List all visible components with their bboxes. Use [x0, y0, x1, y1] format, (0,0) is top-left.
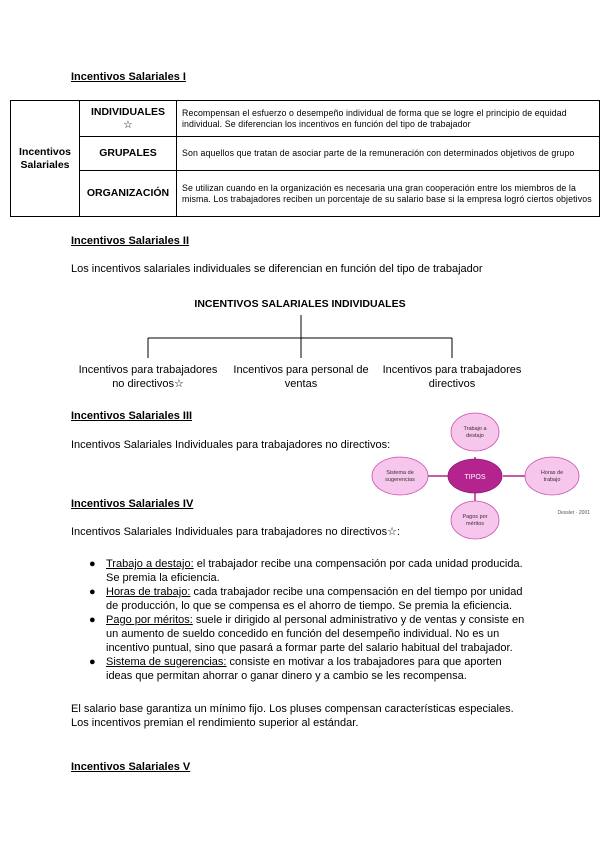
- list-item: [89, 557, 529, 585]
- diagram-node-right-label: Horas de trabajo: [540, 470, 564, 483]
- bullet-icon: ●: [89, 558, 96, 570]
- table-row-header: Incentivos Salariales: [11, 101, 80, 217]
- org-chart-child-no-directivos: Incentivos para trabajadores no directivos☆: [78, 364, 218, 390]
- bullet-term: Trabajo a destajo:: [106, 558, 194, 570]
- bullet-icon: ●: [89, 614, 96, 626]
- org-chart-child-ventas: Incentivos para personal de ventas: [233, 364, 369, 390]
- org-chart-title: INCENTIVOS SALARIALES INDIVIDUALES: [194, 298, 406, 310]
- category-individuales: INDIVIDUALES ☆: [80, 101, 177, 137]
- description-organizacion: Se utilizan cuando en la organización es necesaria una gran cooperación entre los miembros de la misma. Los trabajadores reciben un porcentaje de su salario base si la empresa logró ciertos objetivos: [177, 171, 600, 217]
- section-4-closing: El salario base garantiza un mínimo fijo. Los pluses compensan características especiales. Los incentivos premian el rendimiento superior al estándar.: [71, 703, 514, 729]
- bullet-text: el trabajador recibe una compensación por cada unidad producida. Se premia la eficiencia.: [106, 558, 523, 584]
- bullet-icon: ●: [89, 586, 96, 598]
- bullet-term: Pago por méritos:: [106, 614, 193, 626]
- diagram-node-top: [451, 413, 499, 451]
- section-3-intro: Incentivos Salariales Individuales para trabajadores no directivos:: [71, 439, 391, 451]
- diagram-node-top-label: Trabajo a destajo: [463, 426, 487, 439]
- section-1-heading: Incentivos Salariales I: [71, 71, 186, 83]
- category-organizacion: ORGANIZACIÓN: [80, 171, 177, 217]
- diagram-node-bottom-label: Pagos por méritos: [462, 514, 488, 527]
- diagram-node-left-label: Sistema de sugerencias: [385, 470, 415, 483]
- description-individuales: Recompensan el esfuerzo o desempeño individual de forma que se logre el principio de equidad individual. Se diferencian los incentivos en función del tipo de trabajador: [177, 101, 600, 137]
- section-2-heading: Incentivos Salariales II: [71, 235, 190, 247]
- diagram-center-label: TIPOS: [464, 474, 486, 481]
- bullet-text: consiste en motivar a los trabajadores para que aporten ideas que permitan ahorrar o ganar dinero y a cambio se les recompensa.: [106, 656, 502, 682]
- incentive-types-list: [89, 557, 529, 683]
- diagram-node-left: [372, 457, 428, 495]
- section-4-heading: Incentivos Salariales IV: [71, 498, 194, 510]
- diagram-credit: Dessler · 2001: [557, 510, 590, 516]
- section-5-heading: Incentivos Salariales V: [71, 761, 191, 773]
- list-item: [89, 613, 529, 655]
- description-grupales: Son aquellos que tratan de asociar parte de la remuneración con determinados objetivos de grupo: [177, 137, 600, 171]
- section-4-intro: Incentivos Salariales Individuales para trabajadores no directivos☆:: [71, 526, 401, 538]
- list-item: [89, 585, 529, 613]
- org-chart-child-directivos: Incentivos para trabajadores directivos: [382, 364, 522, 390]
- bullet-term: Horas de trabajo:: [106, 586, 191, 598]
- bullet-icon: ●: [89, 656, 96, 668]
- section-2-intro: Los incentivos salariales individuales se diferencian en función del tipo de trabajador: [71, 263, 483, 275]
- diagram-node-bottom: [451, 501, 499, 539]
- diagram-node-right: [525, 457, 579, 495]
- bullet-text: cada trabajador recibe una compensación en del tiempo por unidad de producción, lo que se compensa es el ahorro de tiempo. Se premia la eficiencia.: [106, 586, 523, 612]
- bullet-text: suele ir dirigido al personal administrativo y de ventas y consiste en un aumento de sueldo concedido en función del desempeño individual. No es un incentivo puntual, sino que pasará a formar parte del salario habitual del trabajador.: [106, 614, 525, 654]
- section-3-heading: Incentivos Salariales III: [71, 410, 193, 422]
- list-item: [89, 655, 529, 683]
- tipos-diagram: [360, 412, 595, 540]
- bullet-term: Sistema de sugerencias:: [106, 656, 227, 668]
- category-grupales: GRUPALES: [80, 137, 177, 171]
